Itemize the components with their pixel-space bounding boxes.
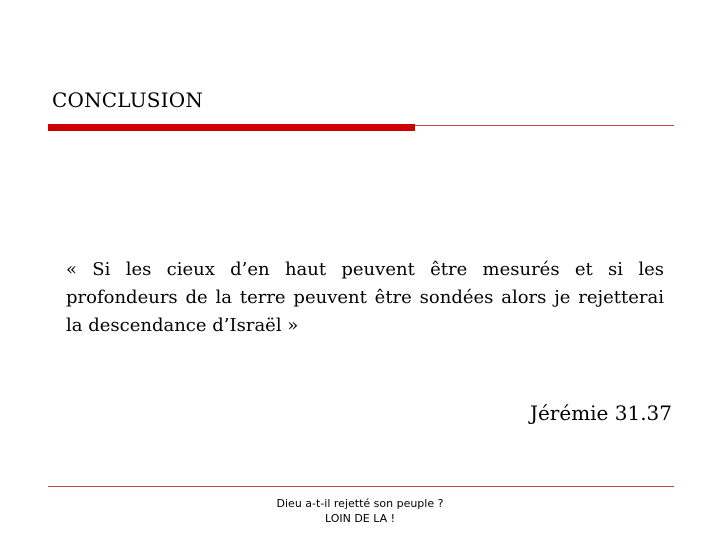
slide-title: CONCLUSION	[52, 88, 204, 112]
footer-divider	[48, 486, 674, 487]
scripture-reference: Jérémie 31.37	[529, 401, 672, 425]
footer-line-2: LOIN DE LA !	[324, 512, 396, 525]
scripture-quote: « Si les cieux d’en haut peuvent être mesurés et si les profondeurs de la terre peuvent être sondées alors je rejetterai la descendance d’Israël »	[66, 259, 664, 336]
slide-footer	[200, 496, 520, 526]
title-underline-line	[415, 125, 674, 126]
title-underline-accent	[48, 124, 415, 131]
footer-line-1: Dieu a-t-il rejetté son peuple ?	[276, 497, 444, 510]
